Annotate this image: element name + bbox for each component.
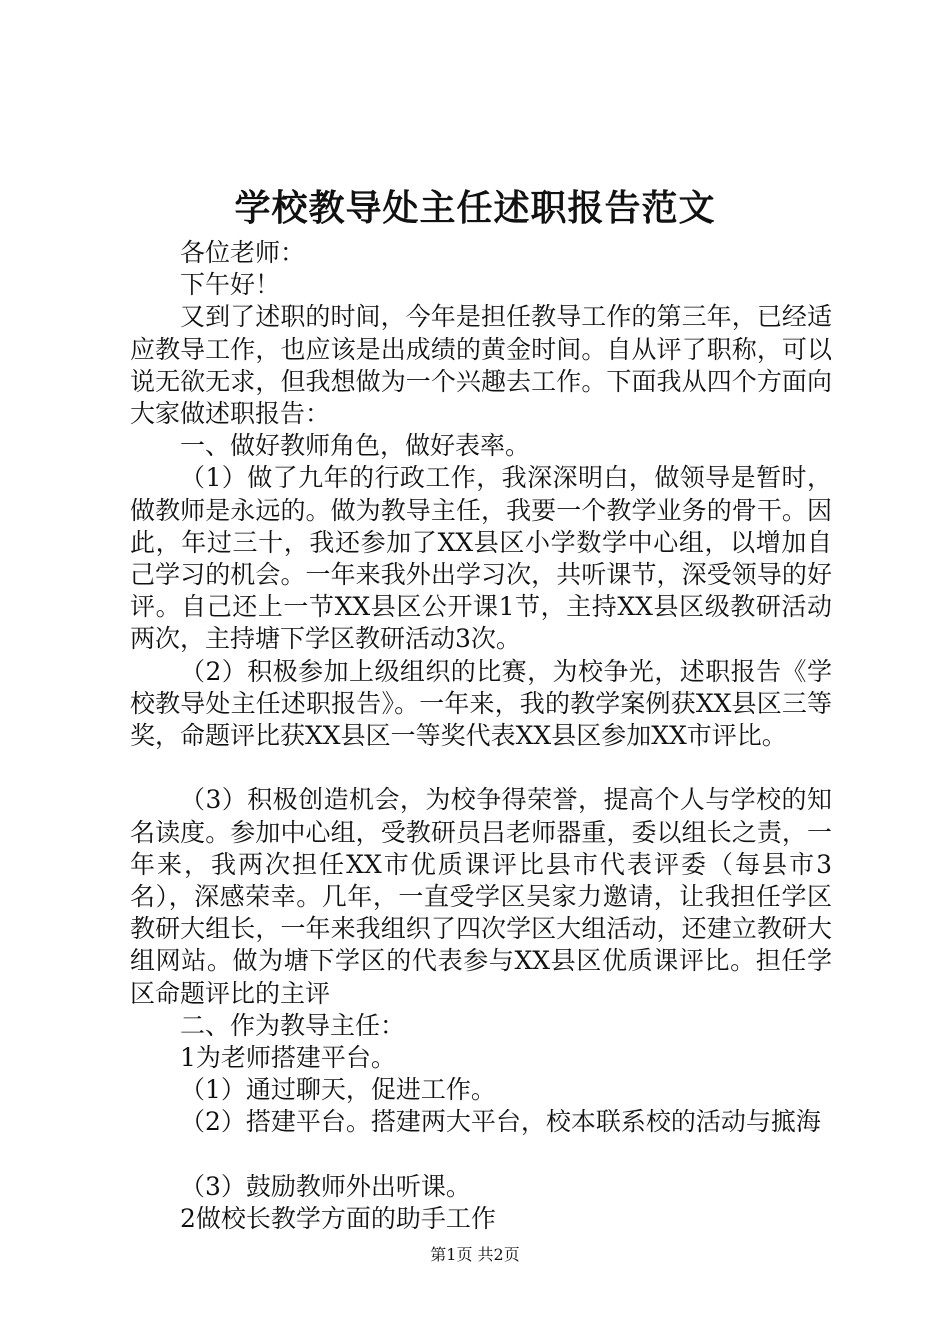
item-2-1-1: （1）通过聊天，促进工作。: [180, 1075, 496, 1105]
page-footer: 第1页 共2页: [430, 1245, 520, 1264]
greeting: 各位老师：: [180, 238, 306, 267]
blank-line: [130, 1139, 832, 1171]
salutation: 下午好！: [180, 270, 281, 300]
subheading-2-2: 2做校长教学方面的助手工作: [180, 1204, 496, 1234]
document-title: 学校教导处主任述职报告范文: [234, 187, 716, 229]
intro-paragraph: 又到了述职的时间，今年是担任教导工作的第三年，已经适应教导工作，也应该是出成绩的黄金时间。自从评了职称，可以说无欲无求，但我想做为一个兴趣去工作。下面我从四个方面向大家做述职报告：: [130, 302, 832, 429]
section-heading-1: 一、做好教师角色，做好表率。: [180, 431, 531, 461]
paragraph-1-2: （2）积极参加上级组织的比赛，为校争光，述职报告《学校教导处主任述职报告》。一年来，我的教学案例获XX县区三等奖，命题评比获XX县区一等奖代表XX县区参加XX市评比。: [130, 656, 832, 751]
blank-line: [130, 752, 832, 784]
subheading-2-1: 1为老师搭建平台。: [180, 1043, 396, 1073]
paragraph-1-1: （1）做了九年的行政工作，我深深明白，做领导是暂时，做教师是永远的。做为教导主任，我要一个教学业务的骨干。因此，年过三十，我还参加了XX县区小学数学中心组，以增加自己学习的机会。一年来我外出学习次，共听课节，深受领导的好评。自己还上一节XX县区公开课1节，主持XX县区级教研活动两次，主持塘下学区教研活动3次。: [130, 463, 832, 654]
section-heading-2: 二、作为教导主任：: [180, 1010, 406, 1040]
document-body: [130, 237, 832, 1235]
paragraph-1-3: （3）积极创造机会，为校争得荣誉，提高个人与学校的知名读度。参加中心组，受教研员吕老师器重，委以组长之责，一年来，我两次担任XX市优质课评比县市代表评委（每县市3名），深感荣幸。几年，一直受学区吴家力邀请，让我担任学区教研大组长，一年来我组织了四次学区大组活动，还建立教研大组网站。做为塘下学区的代表参与XX县区优质课评比。担任学区命题评比的主评: [130, 785, 832, 1008]
item-2-1-3: （3）鼓励教师外出听课。: [180, 1171, 471, 1201]
item-2-1-2: （2）搭建平台。搭建两大平台，校本联系校的活动与掋海: [180, 1107, 821, 1137]
